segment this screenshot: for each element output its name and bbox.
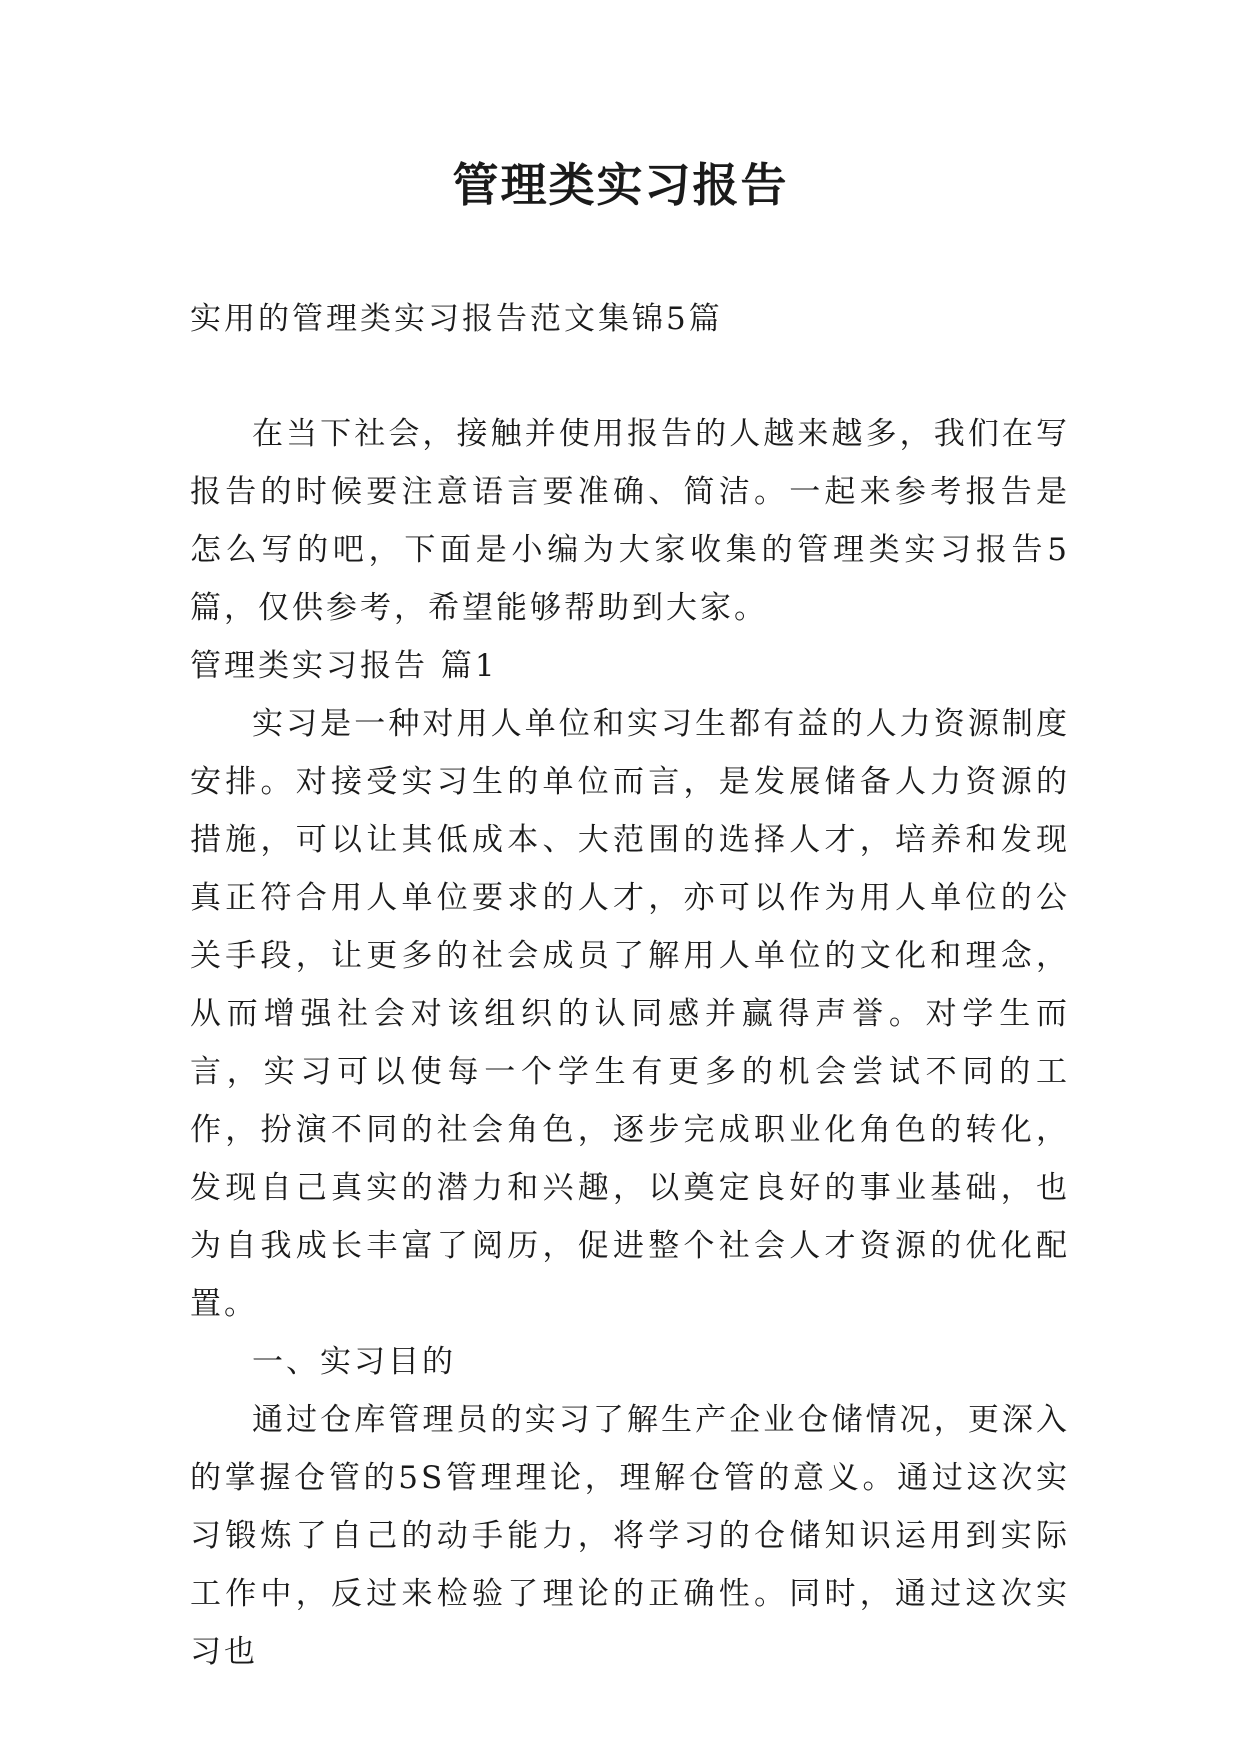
section-heading-purpose: 一、实习目的 xyxy=(252,1344,456,1380)
paragraph-purpose: 通过仓库管理员的实习了解生产企业仓储情况，更深入的掌握仓管的5S管理理论，理解仓管的意义。通过这次实习锻炼了自己的动手能力，将学习的仓储知识运用到实际工作中，反过来检验了理论的正确性。同时，通过这次实习也 xyxy=(190,1402,1070,1670)
document-body xyxy=(190,405,1070,1681)
document-subtitle: 实用的管理类实习报告范文集锦5篇 xyxy=(190,301,723,337)
paragraph-internship-overview: 实习是一种对用人单位和实习生都有益的人力资源制度安排。对接受实习生的单位而言，是发展储备人力资源的措施，可以让其低成本、大范围的选择人才，培养和发现真正符合用人单位要求的人才，亦可以作为用人单位的公关手段，让更多的社会成员了解用人单位的文化和理念，从而增强社会对该组织的认同感并赢得声誉。对学生而言，实习可以使每一个学生有更多的机会尝试不同的工作，扮演不同的社会角色，逐步完成职业化角色的转化，发现自己真实的潜力和兴趣，以奠定良好的事业基础，也为自我成长丰富了阅历，促进整个社会人才资源的优化配置。 xyxy=(190,706,1070,1322)
paragraph-intro: 在当下社会，接触并使用报告的人越来越多，我们在写报告的时候要注意语言要准确、简洁。一起来参考报告是怎么写的吧，下面是小编为大家收集的管理类实习报告5篇，仅供参考，希望能够帮助到大家。 xyxy=(190,416,1070,626)
section-heading-part1: 管理类实习报告 篇1 xyxy=(190,648,498,684)
document-title: 管理类实习报告 xyxy=(452,158,789,212)
